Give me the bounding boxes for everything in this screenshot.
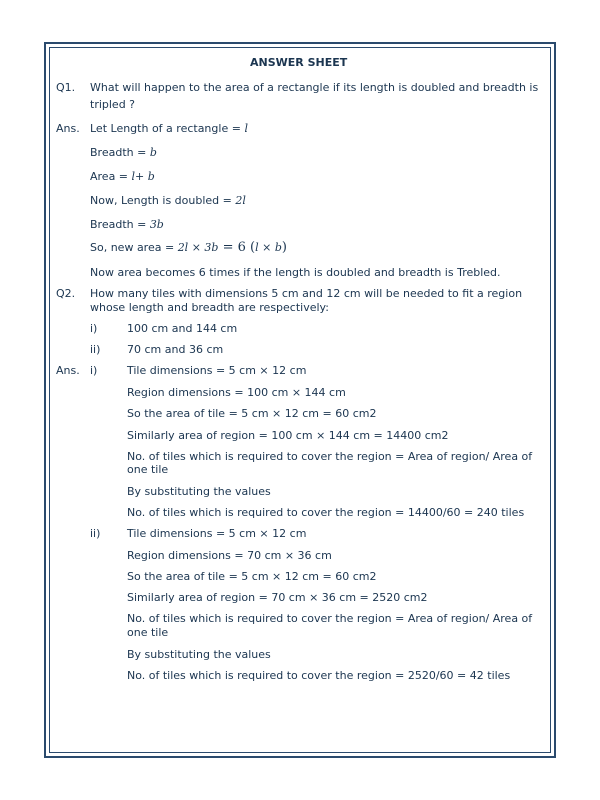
q1-answer-line4: Now, Length is doubled = 2l [90, 194, 246, 207]
q1-answer-line2: Breadth = b [90, 146, 157, 159]
q2-part2-line: No. of tiles which is required to cover the region = Area of region/ Area of [127, 612, 533, 625]
q2-part2-line: Tile dimensions = 5 cm × 12 cm [127, 527, 307, 540]
q2-part1-line: No. of tiles which is required to cover the region = Area of region/ Area of [127, 450, 533, 463]
q2-part1-line: No. of tiles which is required to cover the region = 14400/60 = 240 tiles [127, 506, 525, 519]
q2-part1-line: By substituting the values [127, 485, 271, 498]
q2-part1-line: So the area of tile = 5 cm × 12 cm = 60 cm2 [127, 407, 377, 420]
q1-ans-label: Ans. [56, 122, 80, 135]
q2-number: Q2. [56, 287, 76, 300]
q2-part1-line: Tile dimensions = 5 cm × 12 cm [127, 364, 307, 377]
q1-answer-line6: So, new area = 2l × 3b = 6 (l × b) [90, 240, 287, 255]
q2-part2-line: So the area of tile = 5 cm × 12 cm = 60 cm2 [127, 570, 377, 583]
q1-answer-line3: Area = l+ b [90, 170, 155, 183]
q1-question-line2: tripled ? [90, 98, 136, 111]
q2-option2-label: ii) [90, 343, 101, 356]
q2-part2-label: ii) [90, 527, 101, 540]
q2-part2-line: No. of tiles which is required to cover the region = 2520/60 = 42 tiles [127, 669, 511, 682]
q2-part1-line: one tile [127, 463, 169, 476]
q2-part2-line: Similarly area of region = 70 cm × 36 cm = 2520 cm2 [127, 591, 428, 604]
answer-sheet-title: ANSWER SHEET [250, 56, 348, 69]
q2-part1-label: i) [90, 364, 98, 377]
q1-question-line1: What will happen to the area of a rectangle if its length is doubled and breadth is [90, 81, 539, 94]
q2-option2-text: 70 cm and 36 cm [127, 343, 224, 356]
q2-question-line1: How many tiles with dimensions 5 cm and 12 cm will be needed to fit a region [90, 287, 523, 300]
q2-option1-label: i) [90, 322, 98, 335]
q2-ans-label: Ans. [56, 364, 80, 377]
q2-part2-line: Region dimensions = 70 cm × 36 cm [127, 549, 332, 562]
q1-number: Q1. [56, 81, 76, 94]
q2-part1-line: Region dimensions = 100 cm × 144 cm [127, 386, 346, 399]
q1-answer-line5: Breadth = 3b [90, 218, 164, 231]
q2-part2-line: By substituting the values [127, 648, 271, 661]
q2-question-line2: whose length and breadth are respectively: [90, 301, 329, 314]
q2-option1-text: 100 cm and 144 cm [127, 322, 238, 335]
q1-answer-line1: Let Length of a rectangle = l [90, 122, 248, 135]
q1-conclusion: Now area becomes 6 times if the length is doubled and breadth is Trebled. [90, 266, 501, 279]
q2-part1-line: Similarly area of region = 100 cm × 144 cm = 14400 cm2 [127, 429, 449, 442]
q2-part2-line: one tile [127, 626, 169, 639]
